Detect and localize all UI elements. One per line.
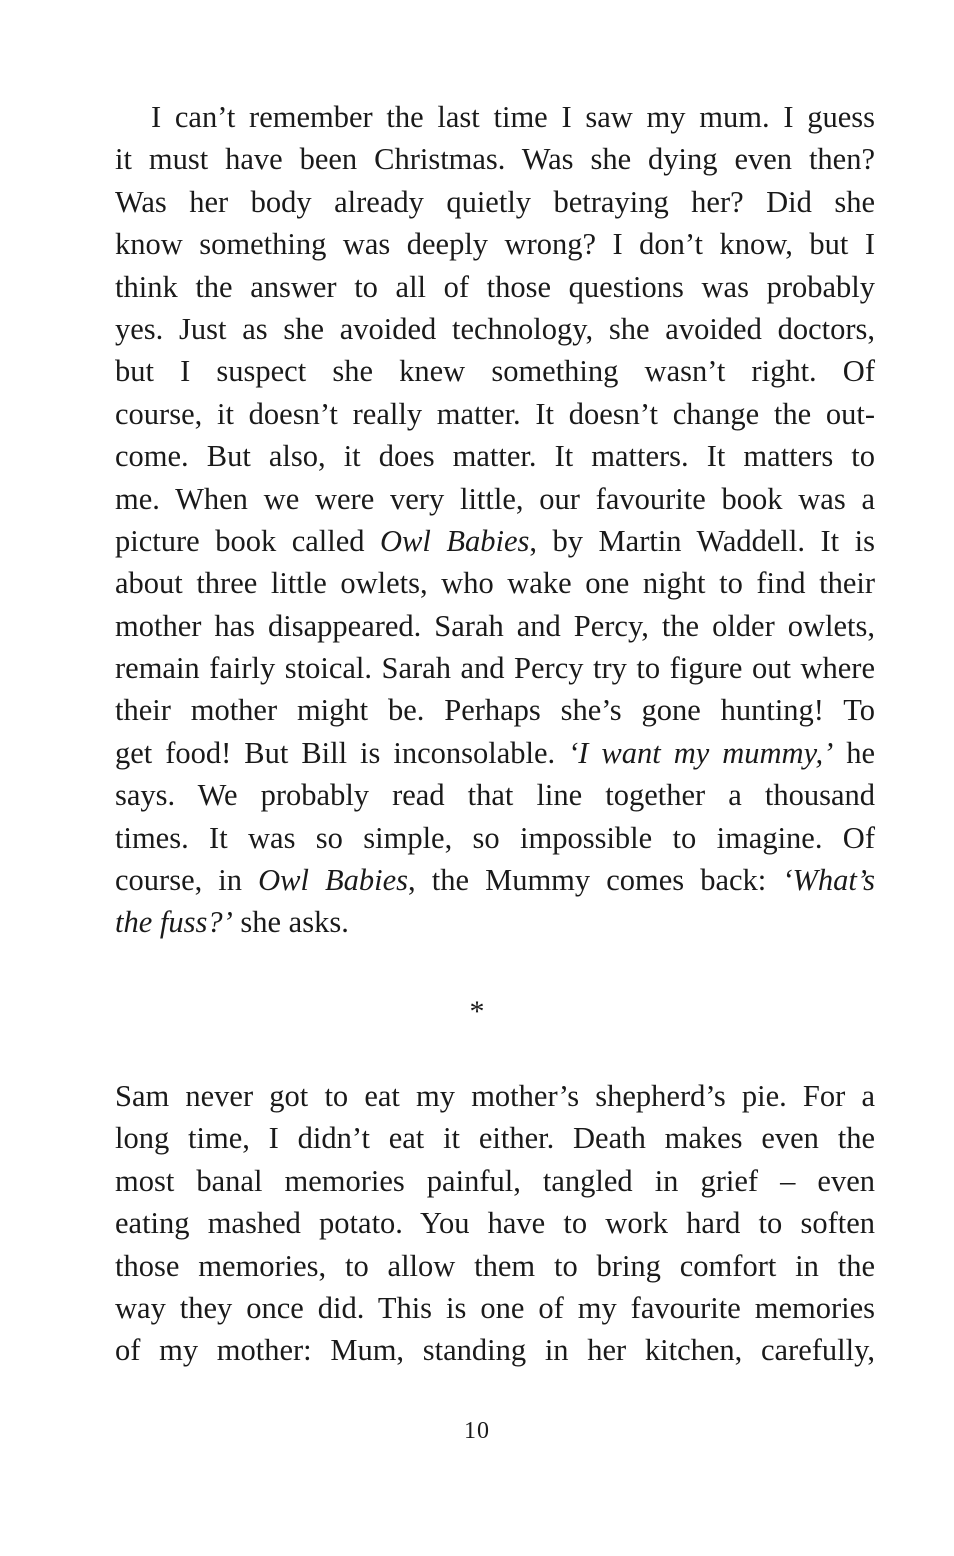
- text-line: Sam never got to eat my mother’s shepherd’s pie. For a: [115, 1079, 875, 1113]
- text-line: know something was deeply wrong? I don’t know, but I: [115, 227, 875, 262]
- text-run: picture book called: [115, 523, 381, 558]
- text-line: I can’t remember the last time I saw my mum. I guess: [151, 100, 875, 134]
- text-run: , by Martin Waddell. It is: [529, 523, 875, 558]
- paragraph-1: [115, 96, 875, 944]
- quote: ‘What’s: [782, 863, 875, 898]
- text-line: says. We probably read that line together a thousand: [115, 778, 875, 813]
- text-line: mother has disappeared. Sarah and Percy, the older owlets,: [115, 608, 875, 643]
- book-title: Owl Babies: [380, 523, 530, 558]
- text-line: it must have been Christmas. Was she dying even then?: [115, 142, 875, 177]
- text-line: but I suspect she knew something wasn’t right. Of: [115, 354, 875, 389]
- text-line: about three little owlets, who wake one night to find their: [115, 566, 875, 601]
- text-line: Was her body already quietly betraying her? Did she: [115, 184, 875, 219]
- text-line: think the answer to all of those questions was probably: [115, 269, 875, 304]
- text-line: come. But also, it does matter. It matters. It matters to: [115, 439, 875, 474]
- text-run: course, in: [115, 863, 259, 898]
- text-line: [115, 520, 875, 562]
- page-number: 10: [464, 1418, 490, 1444]
- text-line: remain fairly stoical. Sarah and Percy try to figure out where: [115, 651, 875, 686]
- text-line: long time, I didn’t eat it either. Death makes even the: [115, 1121, 875, 1156]
- text-run: she asks.: [232, 905, 349, 940]
- text-run: he: [833, 735, 875, 770]
- text-line: of my mother: Mum, standing in her kitchen, carefully,: [115, 1333, 875, 1368]
- section-break: *: [469, 995, 485, 1028]
- quote: the fuss?’: [115, 905, 233, 940]
- text-line: their mother might be. Perhaps she’s gone hunting! To: [115, 693, 875, 728]
- text-line: most banal memories painful, tangled in grief – even: [115, 1163, 875, 1198]
- text-line: course, it doesn’t really matter. It doesn’t change the out-: [115, 396, 875, 431]
- text-line: yes. Just as she avoided technology, she avoided doctors,: [115, 311, 875, 346]
- text-line: way they once did. This is one of my favourite memories: [115, 1290, 875, 1325]
- text-line: me. When we were very little, our favourite book was a: [115, 481, 875, 516]
- text-line: [115, 732, 875, 774]
- text-run: , the Mummy comes back:: [408, 863, 783, 898]
- text-line: times. It was so simple, so impossible to imagine. Of: [115, 820, 875, 855]
- text-line: eating mashed potato. You have to work hard to soften: [115, 1206, 875, 1241]
- text-line: those memories, to allow them to bring comfort in the: [115, 1248, 875, 1283]
- text-line: [115, 901, 875, 943]
- book-title: Owl Babies: [258, 863, 409, 898]
- text-line: [115, 859, 875, 901]
- quote: ‘I want my mummy,’: [568, 735, 834, 770]
- paragraph-2: [115, 1075, 875, 1372]
- text-run: get food! But Bill is inconsolable.: [115, 735, 569, 770]
